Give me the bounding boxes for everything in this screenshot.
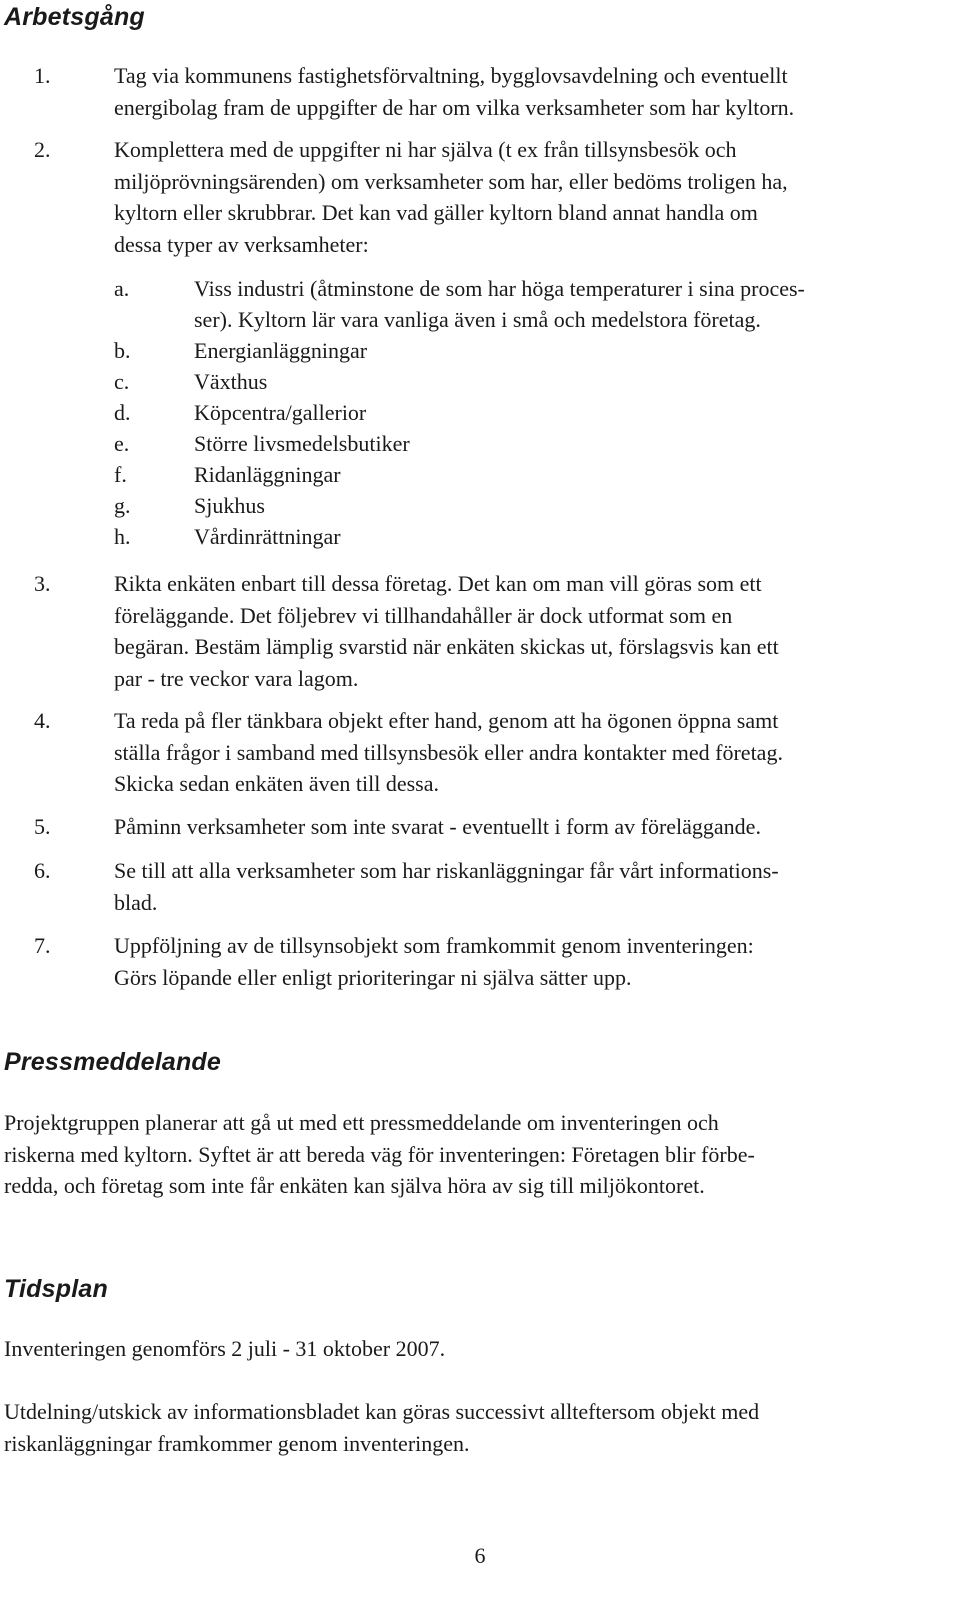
sub-letter: b. (114, 338, 131, 363)
page-number: 6 (474, 1543, 486, 1568)
text-line: par - tre veckor vara lagom. (114, 665, 359, 691)
pressmeddelande-paragraph (4, 1107, 944, 1202)
sub-item-text: Energianläggningar (194, 338, 368, 363)
text-line: riskanläggningar framkommer genom inventeringen. (4, 1430, 470, 1456)
list-item-text (114, 855, 944, 918)
sub-item-text: Köpcentra/gallerior (194, 400, 367, 425)
list-number: 2. (34, 137, 51, 162)
list-item-text (114, 60, 944, 123)
list-number: 5. (34, 814, 51, 839)
text-line: Påminn verksamheter som inte svarat - eventuellt i form av föreläggande. (114, 814, 761, 839)
sub-letter: f. (114, 462, 127, 487)
list-item-text (114, 930, 944, 993)
sub-item-text: Ridanläggningar (194, 462, 341, 487)
text-line: energibolag fram de uppgifter de har om vilka verksamheter som har kyltorn. (114, 94, 795, 120)
text-line: Uppföljning av de tillsynsobjekt som framkommit genom inventeringen: (114, 933, 754, 958)
sub-item-text (194, 273, 944, 335)
list-item-text (114, 568, 944, 694)
text-line: Ta reda på fler tänkbara objekt efter hand, genom att ha ögonen öppna samt (114, 708, 779, 733)
list-number: 3. (34, 571, 51, 596)
text-line: riskerna med kyltorn. Syftet är att bereda väg för inventeringen: Företagen blir förbe- (4, 1141, 755, 1167)
heading-tidsplan: Tidsplan (4, 1275, 108, 1303)
tidsplan-paragraph-2 (4, 1396, 944, 1459)
text-line: Rikta enkäten enbart till dessa företag. Det kan om man vill göras som ett (114, 571, 762, 596)
text-line: blad. (114, 889, 158, 915)
sub-letter: c. (114, 369, 130, 394)
sub-item-text: Sjukhus (194, 493, 265, 518)
sub-letter: g. (114, 493, 131, 518)
text-line: Projektgruppen planerar att gå ut med ett pressmeddelande om inventeringen och (4, 1110, 719, 1135)
text-line: ställa frågor i samband med tillsynsbesök eller andra kontakter med företag. (114, 739, 783, 765)
text-line: Se till att alla verksamheter som har riskanläggningar får vårt informations- (114, 858, 779, 883)
text-line: Görs löpande eller enligt prioriteringar ni själva sätter upp. (114, 964, 632, 990)
list-number: 4. (34, 708, 51, 733)
text-line: kyltorn eller skrubbrar. Det kan vad gäller kyltorn bland annat handla om (114, 200, 758, 225)
sub-letter: d. (114, 400, 131, 425)
text-line: föreläggande. Det följebrev vi tillhandahåller är dock utformat som en (114, 602, 733, 628)
heading-arbetsgang: Arbetsgång (4, 3, 145, 31)
text-line: Viss industri (åtminstone de som har höga temperaturer i sina proces- (194, 276, 805, 301)
list-number: 6. (34, 858, 51, 883)
text-line: Skicka sedan enkäten även till dessa. (114, 771, 440, 796)
heading-pressmeddelande: Pressmeddelande (4, 1048, 221, 1076)
sub-letter: e. (114, 431, 130, 456)
text-line: redda, och företag som inte får enkäten kan själva höra av sig till miljökontoret. (4, 1173, 705, 1198)
text-line: miljöprövningsärenden) om verksamheter som har, eller bedöms troligen ha, (114, 168, 788, 194)
list-item-text (114, 134, 944, 260)
list-item-text (114, 811, 944, 843)
list-number: 7. (34, 933, 51, 958)
sub-letter: h. (114, 524, 131, 549)
text-line: Tag via kommunens fastighetsförvaltning, bygglovsavdelning och eventuellt (114, 63, 788, 88)
text-line: Komplettera med de uppgifter ni har själva (t ex från tillsynsbesök och (114, 137, 737, 162)
text-line: Inventeringen genomförs 2 juli - 31 oktober 2007. (4, 1336, 446, 1361)
tidsplan-paragraph-1 (4, 1333, 944, 1365)
text-line: begäran. Bestäm lämplig svarstid när enkäten skickas ut, förslagsvis kan ett (114, 634, 779, 659)
sub-item-text: Större livsmedelsbutiker (194, 431, 410, 456)
text-line: Utdelning/utskick av informationsbladet kan göras successivt allteftersom objekt med (4, 1399, 760, 1424)
sub-letter: a. (114, 276, 130, 301)
sub-item-text: Vårdinrättningar (194, 524, 341, 549)
list-number: 1. (34, 63, 51, 88)
sub-item-text: Växthus (194, 369, 268, 394)
text-line: dessa typer av verksamheter: (114, 231, 369, 257)
text-line: ser). Kyltorn lär vara vanliga även i små och medelstora företag. (194, 307, 761, 332)
list-item-text (114, 705, 944, 800)
